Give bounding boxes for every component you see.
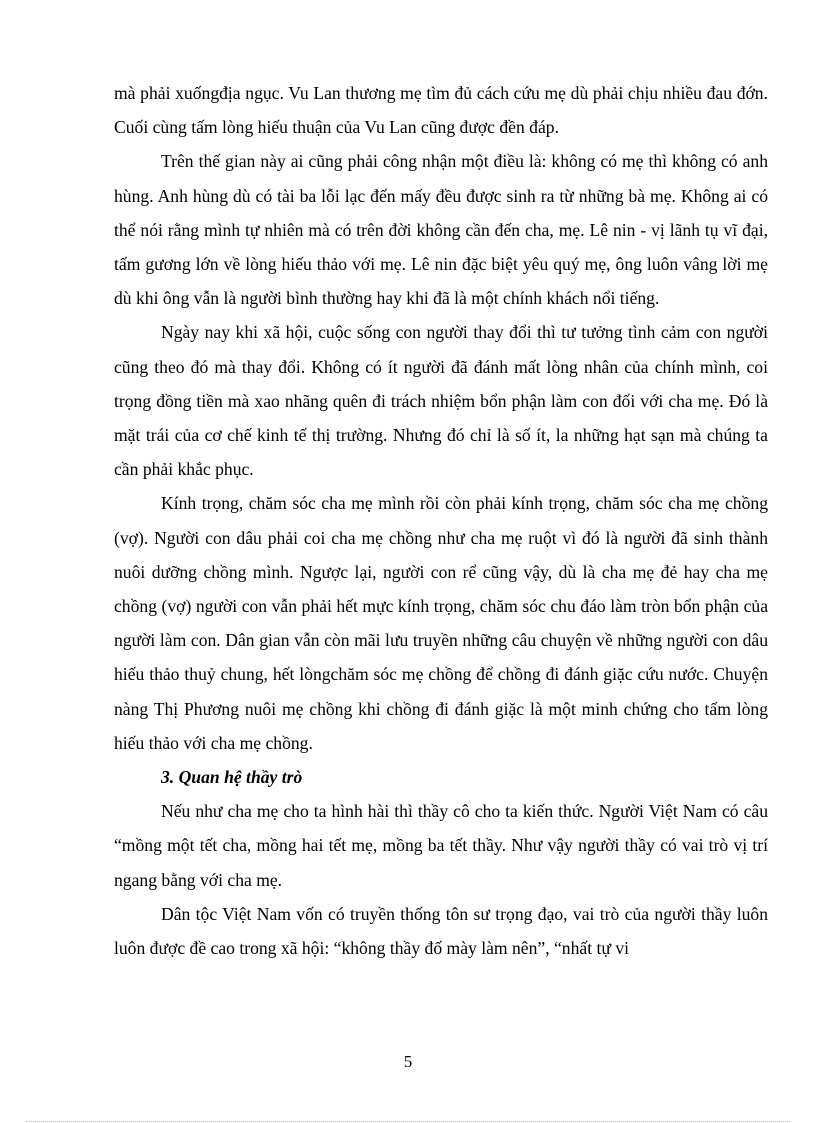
paragraph: Trên thế gian này ai cũng phải công nhận một điều là: không có mẹ thì không có anh hùng. Anh hùng dù có tài ba lỗi lạc đến mấy đều được sinh ra từ những bà mẹ. Không ai có thể nói rằng mình tự nhiên mà có trên đời không cần đến cha, mẹ. Lê nin - vị lãnh tụ vĩ đại, tấm gương lớn về lòng hiếu thảo với mẹ. Lê nin đặc biệt yêu quý mẹ, ông luôn vâng lời mẹ dù khi ông vẫn là người bình thường hay khi đã là một chính khách nổi tiếng. bbox=[114, 151, 768, 309]
page-number: 5 bbox=[403, 1052, 413, 1071]
paragraph: Kính trọng, chăm sóc cha mẹ mình rồi còn phải kính trọng, chăm sóc cha mẹ chồng (vợ). Người con dâu phải coi cha mẹ chồng như cha mẹ ruột vì đó là người đã sinh thành nuôi dưỡng chồng mình. Ngược lại, người con rể cũng vậy, dù là cha mẹ đẻ hay cha mẹ chồng (vợ) người con vẫn phải hết mực kính trọng, chăm sóc chu đáo làm tròn bổn phận của người làm con. Dân gian vẫn còn mãi lưu truyền những câu chuyện về những người con dâu hiếu thảo thuỷ chung, hết lòngchăm sóc mẹ chồng để chồng đi đánh giặc cứu nước. Chuyện nàng Thị Phương nuôi mẹ chồng khi chồng đi đánh giặc là một minh chứng cho tấm lòng hiếu thảo với cha mẹ chồng. bbox=[114, 493, 768, 753]
body-text bbox=[114, 76, 768, 965]
paragraph: Dân tộc Việt Nam vốn có truyền thống tôn sư trọng đạo, vai trò của người thầy luôn luôn được đề cao trong xã hội: “không thầy đố mày làm nên”, “nhất tự vi bbox=[114, 903, 768, 959]
section-heading: 3. Quan hệ thầy trò bbox=[161, 767, 303, 788]
page-bottom-divider bbox=[26, 1121, 790, 1122]
paragraph: Nếu như cha mẹ cho ta hình hài thì thầy cô cho ta kiến thức. Người Việt Nam có câu “mồng một tết cha, mồng hai tết mẹ, mồng ba tết thầy. Như vậy người thầy có vai trò vị trí ngang bằng với cha mẹ. bbox=[114, 801, 768, 890]
paragraph-continued: mà phải xuốngđịa ngục. Vu Lan thương mẹ tìm đủ cách cứu mẹ dù phải chịu nhiều đau đớn. Cuối cùng tấm lòng hiếu thuận của Vu Lan cũng được đền đáp. bbox=[114, 83, 768, 138]
paragraph: Ngày nay khi xã hội, cuộc sống con người thay đổi thì tư tưởng tình cảm con người cũng theo đó mà thay đổi. Không có ít người đã đánh mất lòng nhân của chính mình, coi trọng đồng tiền mà xao nhãng quên đi trách nhiệm bổn phận làm con đối với cha mẹ. Đó là mặt trái của cơ chế kinh tế thị trường. Nhưng đó chỉ là số ít, la những hạt sạn mà chúng ta cần phải khắc phục. bbox=[114, 322, 768, 480]
